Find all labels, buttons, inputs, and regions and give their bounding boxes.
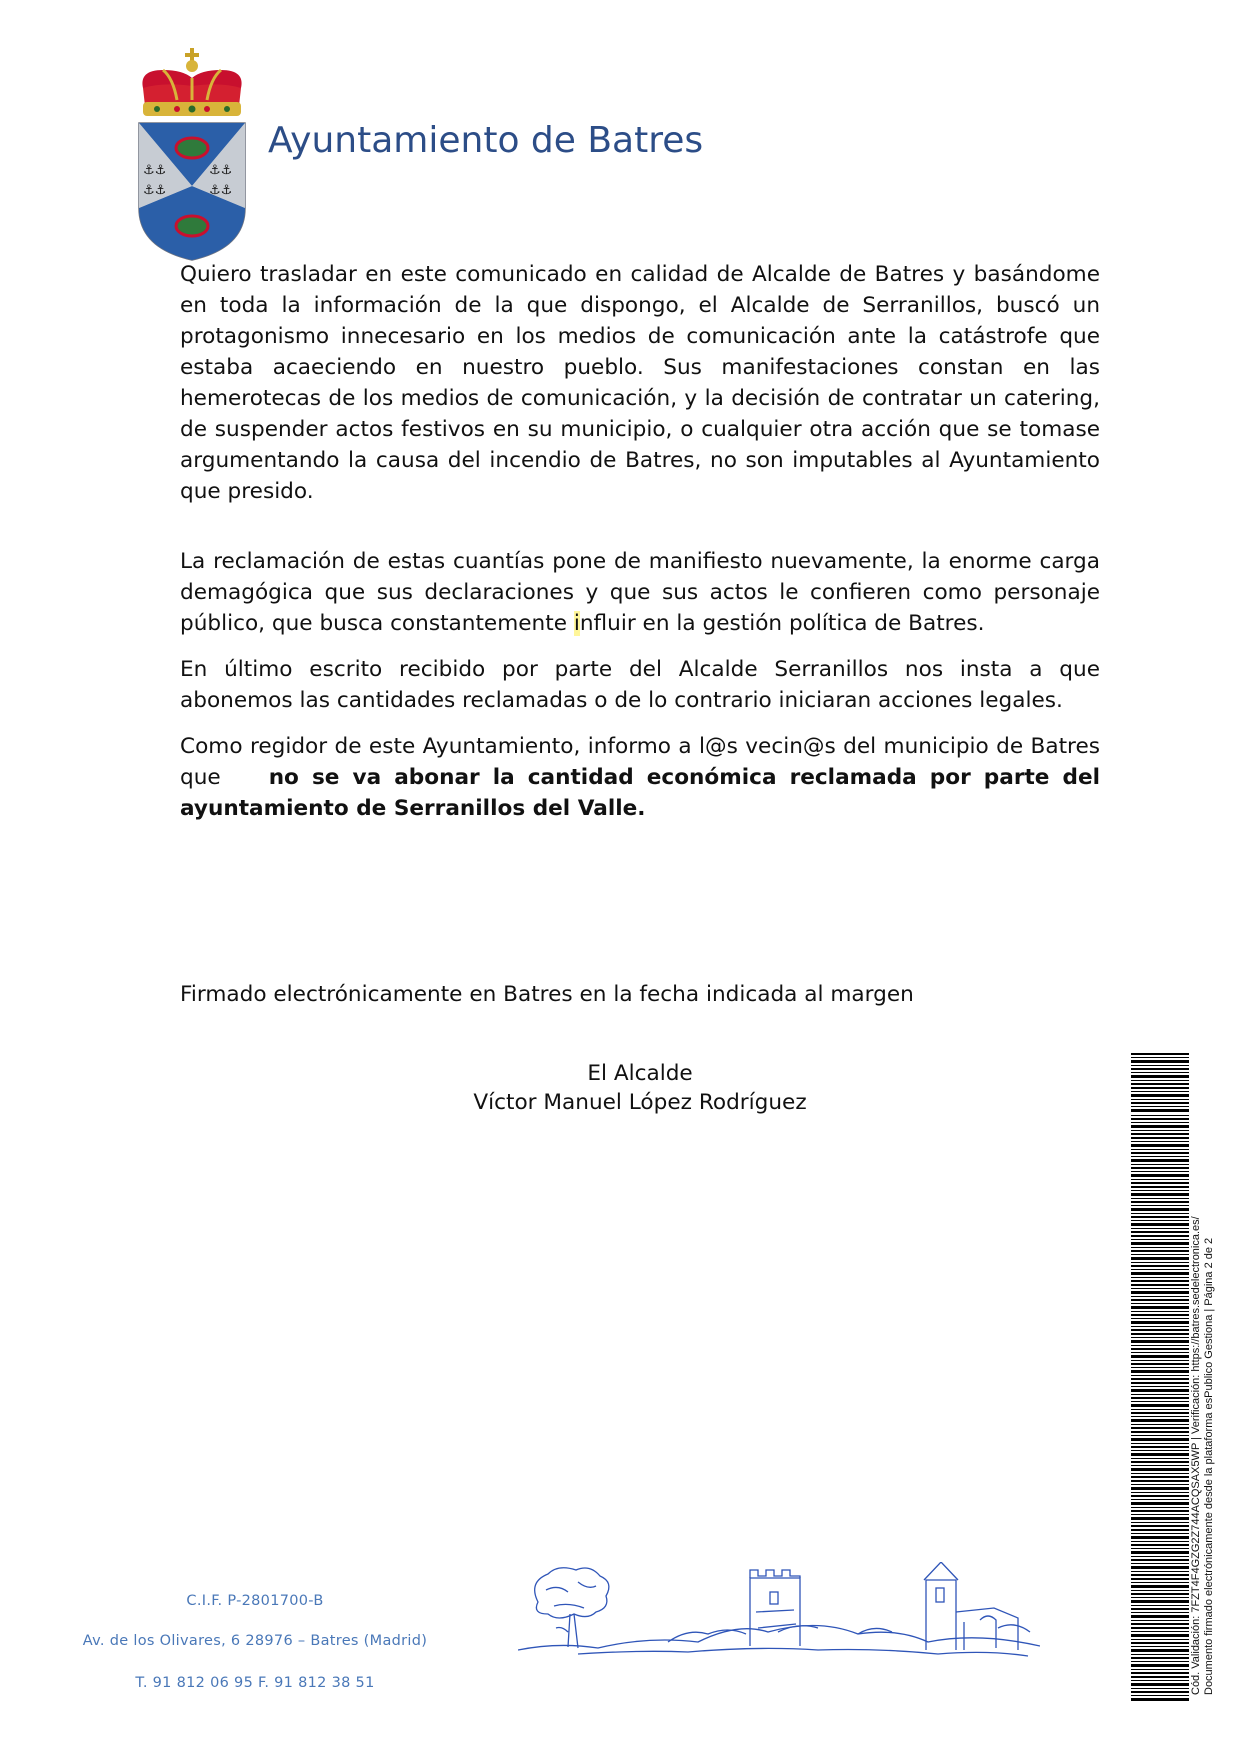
- crown-icon: [142, 48, 241, 116]
- footer-address: Av. de los Olivares, 6 28976 – Batres (Madrid): [82, 1633, 428, 1649]
- letter-body: [180, 259, 1100, 824]
- paragraph-2-text-a: La reclamación de estas cuantías pone de manifiesto nuevamente, la enorme carga demagógica que sus declaraciones y que sus actos le confieren como personaje público, que busca constantemente: [180, 549, 1100, 636]
- signer-name: Víctor Manuel López Rodríguez: [473, 1090, 807, 1115]
- svg-text:⚓⚓: ⚓⚓: [143, 183, 167, 198]
- svg-text:⚓⚓: ⚓⚓: [209, 183, 233, 198]
- coat-of-arms-logo: [133, 48, 251, 262]
- page-title: Ayuntamiento de Batres: [268, 120, 704, 161]
- footer-cif: C.I.F. P-2801700-B: [186, 1593, 324, 1609]
- paragraph-3: En último escrito recibido por parte del Alcalde Serranillos nos insta a que abonemos las cantidades reclamadas o de lo contrario iniciaran acciones legales.: [180, 657, 1100, 713]
- svg-text:⚓⚓: ⚓⚓: [209, 163, 233, 178]
- validation-line-1: Cód. Validación: 7FZT4F4GZG2Z744ACQSAX5WP | Verificación: https://batres.sedelectronica.es/: [1190, 1216, 1202, 1695]
- signature-block: [0, 1059, 1241, 1117]
- validation-barcode: [1131, 1053, 1189, 1701]
- highlighted-char: i: [573, 611, 580, 636]
- paragraph-2: [180, 546, 1100, 639]
- paragraph-1: Quiero trasladar en este comunicado en calidad de Alcalde de Batres y basándome en toda la información de la que dispongo, el Alcalde de Serranillos, buscó un protagonismo innecesario en los medios de comunicación ante la catástrofe que estaba acaeciendo en nuestro pueblo. Sus manifestaciones constan en las hemerotecas de los medios de comunicación, y la decisión de contratar un catering, de suspender actos festivos en su municipio, o cualquier otra acción que se tomase argumentando la causa del incendio de Batres, no son imputables al Ayuntamiento que presido.: [180, 262, 1100, 504]
- paragraph-2-text-b: nfluir en la gestión política de Batres.: [579, 611, 985, 636]
- village-sketch-illustration: [518, 1562, 1040, 1667]
- validation-text: [1190, 1216, 1216, 1695]
- footer-phone: T. 91 812 06 95 F. 91 812 38 51: [135, 1675, 375, 1687]
- signature-statement: Firmado electrónicamente en Batres en la fecha indicada al margen: [180, 982, 914, 1007]
- paragraph-4-text: Como regidor de este Ayuntamiento, informo a l@s vecin@s del municipio de Batres que: [180, 734, 1100, 790]
- paragraph-4-bold: no se va abonar la cantidad económica reclamada por parte del ayuntamiento de Serranillos del Valle.: [180, 765, 1100, 821]
- svg-text:⚓⚓: ⚓⚓: [143, 163, 167, 178]
- paragraph-4: [180, 731, 1100, 824]
- shield-icon: [139, 123, 245, 260]
- validation-line-2: Documento firmado electrónicamente desde la plataforma esPublico Gestiona | Página 2 de 2: [1203, 1237, 1215, 1695]
- signer-role: El Alcalde: [587, 1061, 693, 1086]
